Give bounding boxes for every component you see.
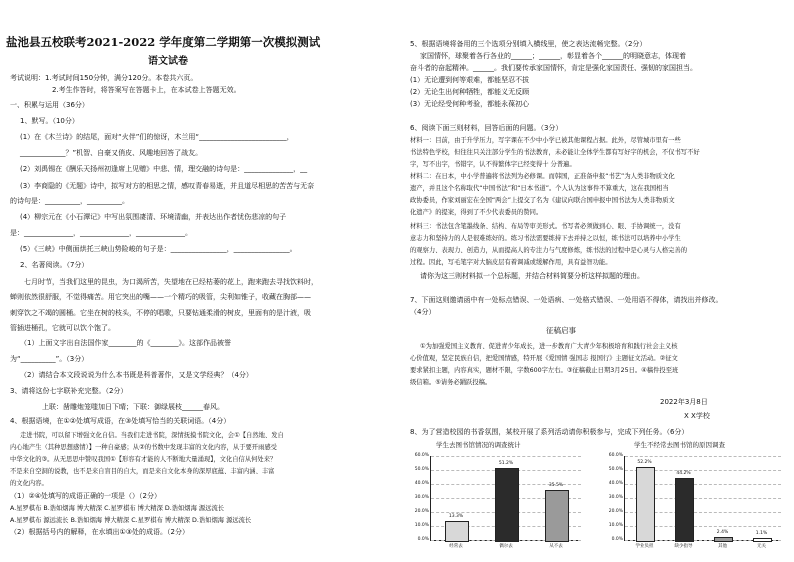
question-line: 是：______________，______________，______________。 [10,229,192,237]
question-line: (2）刘禹锡在《酬乐天扬州初逢席上见赠》中悲、情，理交融的诗句是：______________，__ [20,165,308,173]
passage-line: 中华文化的③。从无思思中赞叹我国①【形容有才能的人不断地大量涌现】，文化自信从何处来？ [10,456,277,463]
x-tick-label: 从不去 [549,544,563,549]
x-tick-label: 偶尔去 [499,544,513,549]
passage-line: 遗产，并且这个名称取代“中国书法”和“日本书道”。个人认为这事件不算重大，这在我国相当 [410,185,669,192]
data-label: 1.1% [755,531,768,537]
y-tick-label: 0.0% [611,537,623,542]
passage-line: 管插进桶孔，它就可以饮个饱了。 [10,324,115,332]
y-tick-label: 20.0% [608,509,623,514]
notice-signature: X X学校 [684,412,710,420]
y-tick-label: 0.0% [417,537,429,542]
passage-line: 字，写不出字，书错字，认不得繁体字已经变得十 分普遍。 [410,161,576,168]
option-line: (3）无论经受何种考验，都能永葆初心 [410,100,530,108]
notice-title: 征稿启事 [546,326,576,335]
question-line: （2）根据括号内的解释，在水填出①③处的成语。（2分） [10,528,189,536]
passage-line: 化遗产》的提案，得到了不少代表委员的赞同。 [410,209,543,216]
bar [714,537,734,542]
question-line: （1）②④处填写的成语正确的一项是（）（2分） [10,492,161,500]
question-heading: 3、请将这份七字联补充完整。（2分） [10,387,128,395]
plot-area [414,453,581,549]
y-tick-label: 50.0% [608,467,623,472]
passage-line: 走进书院，可以留下增强文化自信。当我们走进书院，深情抚摸书院文化，会①【自然地、发自 [20,432,284,439]
option-line: (1）无论遭到何等艰难，都能坚忍不拔 [410,76,530,84]
passage-line: 家国情怀，球聚着各行各业的______；______，彰显着各个______的明晓意志，体现着 [420,52,686,60]
exam-notice-1: 考试说明：1.考试时间150分钟，满分120分。本卷共六页。 [10,74,198,82]
passage-line: 刺穿饮之不竭的圆桶。它坐在树的枝头，不停的唱歌，只要钻通柔滑的树皮，里面有的是汁液，吸 [10,309,311,317]
notice-line: 心价值观，坚定民族自信，把爱国情感，特开展《爱国情 强国志 报国行》主题征文活动。②征文 [410,355,678,362]
question-line: 上联：凿雕炮笼嗤加日下晴；下联：御绿展枝______春风。 [42,403,224,411]
question-line: _____________？”机智、自豪又俏皮、风趣地回答了战友。 [20,149,203,157]
chart-title: 学生去图书馆情况的调查统计 [436,441,521,449]
passage-line: 材料一：目前，由于升学压力，写字课在不少中小学已被其他课程占据。此外，尽管城市里有一些 [410,137,681,144]
passage-line: 奋斗者的奋起精神。______。我们要传承家国情怀，肯定是强化家国责任、强韧的家国担当。 [410,64,697,72]
bar [545,490,569,542]
left-column [6,0,394,562]
chart-library-visits [406,440,594,560]
data-label: 51.2% [498,461,514,467]
option-line: A.星罗棋布 源远流长 B.诰如烟海 博大精深 C.星罗棋布 博大精深 D.诰如烟海 源远流长 [10,517,252,524]
passage-line: 蝉则依然很舒服，不觉得痛苦。用它突出的嘴——一个精巧的吸管，尖利如锥子，收藏在胸部—— [10,293,311,301]
passage-line: 书法特色学校，但往往只关注部分学生的书法教育，未必能让全体学生都有写好字的机会，不仅书写不好 [410,149,700,156]
passage-line: 的文化内容。 [10,480,48,487]
y-tick-label: 10.0% [608,523,623,528]
passage-line: 的观察力、表现力、创造力，从而提高人的专注力与气度修炼，练书法的过程中是心灵与人格完善的 [410,247,688,254]
x-tick-label: 无关 [757,544,766,549]
exam-subtitle: 语文试卷 [148,56,188,67]
question-heading: 5、根据语境将备用的三个选项分别填入横线里，使之表达流畅完整。（2分） [410,40,647,48]
grid-line [431,456,581,457]
question-heading: 8、为了营造校园的书香氛围，某校开展了系列活动请你积极参与，完成下列任务。（6分） [410,428,689,436]
passage-line: 材料三：书法包含笔墨线条、结构、布局等审美形式。书写者必须做到心、眼、手协调统一，没有 [410,223,681,230]
data-label: 44.2% [676,471,691,477]
y-tick-label: 30.0% [608,495,623,500]
passage-line: 政协委员，作家刘丽宏在全国“两会”上提交了名为《建议向联合国申报中国书法为人类非物质文 [410,197,675,204]
exam-title: 盐池县五校联考2021-2022 学年度第二学期第一次模拟测试 [6,35,321,49]
passage-line: 不是来自空洞的说教，也不是来自盲目的自大，而是来自文化本身的深厚底蕴、丰富内涵、丰富 [10,468,275,475]
question-line: (1）在《木兰诗》的结尾，面对“火伴”们的惊讶，木兰用“_________________________， [20,133,294,141]
y-tick-label: 20.0% [414,509,429,514]
y-tick-label: 40.0% [608,481,623,486]
question-line: (4）柳宗元在《小石潭记》中写出氛围凄清、环境清幽，并表达出作者忧伤悲凉的句子 [20,213,287,221]
question-score: （4分） [410,308,436,316]
chart-title: 学生不经常去图书馆的原因调查 [634,441,725,449]
question-line: 请你为这三则材料拟一个总标题，并结合材料简要分析这样拟题的理由。 [420,272,644,280]
passage-line: 内心地产生（其种思想感情）】一种自豪感；从②的书数中发现丰富的文化内容，从于要开雨感受 [10,444,277,451]
y-tick-label: 60.0% [608,453,623,458]
question-line: 的诗句是：__________，__________。 [10,197,129,205]
y-tick-label: 60.0% [414,453,429,458]
chart-absence-reasons [600,440,788,560]
bar [636,467,656,542]
passage-line: 意志力和坚持力的人是很难练好的。练习书法需要练持下去并持之以恒，练书法可以培养中小学生 [410,235,681,242]
passage-line: 材料二：在日本，中小学普遍将书法列为必修课。而韩国，正准备申报“书艺”为人类非物质文化 [410,173,675,180]
bar [445,521,469,542]
data-label: 13.3% [448,514,464,520]
passage-line: 七月时节，当我们这里的昆虫，为口渴所苦，失望地在已经枯萎的花上，跑来跑去寻找饮料时， [24,278,318,286]
x-tick-label: 经常去 [449,544,463,549]
question-heading: 1、默写。（10分） [20,117,79,125]
option-line: (2）无论生出何种牺牲，都能义无反顾 [410,88,530,96]
grid-line [625,456,781,457]
y-tick-label: 50.0% [414,467,429,472]
question-heading: 7、下面这则邀请函中有一处标点错误、一处语病、一处格式错误、一处用语不得体，请找出并修改。 [410,296,723,304]
bar [675,478,695,542]
question-heading: 6、阅读下面三则材料，回答后面的问题。（3分） [410,124,563,132]
question-line: （2）请结合本文段说说为什么本书既是科普著作，又是文学经典？（4分） [20,371,253,379]
data-label: 35.5% [548,483,564,489]
data-label: 2.4% [716,529,729,535]
x-tick-label: 其他 [718,544,727,549]
exam-notice-2: 2.考生作答时，将答案写在答题卡上，在本试卷上答题无效。 [52,86,241,94]
question-line: (5）《三峡》中侧面烘托三峡山势险峻的句子是：________________，________________。 [20,245,297,253]
x-tick-label: 学业负担 [635,544,654,549]
y-tick-label: 30.0% [414,495,429,500]
question-line: (3）李商隐的《无题》诗中，拟写对方的相思之情，感叹青春易逝，并且道尽相思的苦苦与无奈 [20,182,315,190]
notice-line: ①为加强爱国主义教育、促进青少年成长，进一步教育广大青少年积极培育和践行社会主义核 [420,343,678,350]
section-heading: 一、积累与运用（36分） [10,101,89,109]
bar [495,468,519,542]
notice-date: 2022年3月8日 [660,398,708,406]
right-column [406,0,790,562]
notice-line: 要求紧扣主题，内容真实，题材不限，字数600字左右。③征稿截止日期3月25日。④稿件投至班 [410,367,679,374]
data-label: 52.2% [637,459,652,465]
notice-line: 级信箱。⑤请务必踊跃投稿。 [410,379,492,386]
question-heading: 2、名著阅读。（7分） [20,261,89,269]
option-line: A.星罗棋布 B.诰如烟海 博大精深 C.星罗棋布 博大精深 D.诰如烟海 源远流长 [10,505,225,512]
question-line: （1）上面文字出自法国作家________的《________》。这部作品被誉 [20,339,231,347]
x-tick-label: 缺少指导 [674,544,693,549]
passage-line: 过程。因此，写毛笔字对大脑皮层有着调减或缓解作用，具有益智功能。 [410,259,612,266]
question-line: 为“__________”。（3分） [10,355,89,363]
y-tick-label: 10.0% [414,523,429,528]
y-tick-label: 40.0% [414,481,429,486]
bar [753,538,773,542]
question-heading: 4、根据语境，在①②处填写成语，在③处填写恰当的关联词语。（4分） [10,417,231,425]
plot-area [608,453,781,549]
